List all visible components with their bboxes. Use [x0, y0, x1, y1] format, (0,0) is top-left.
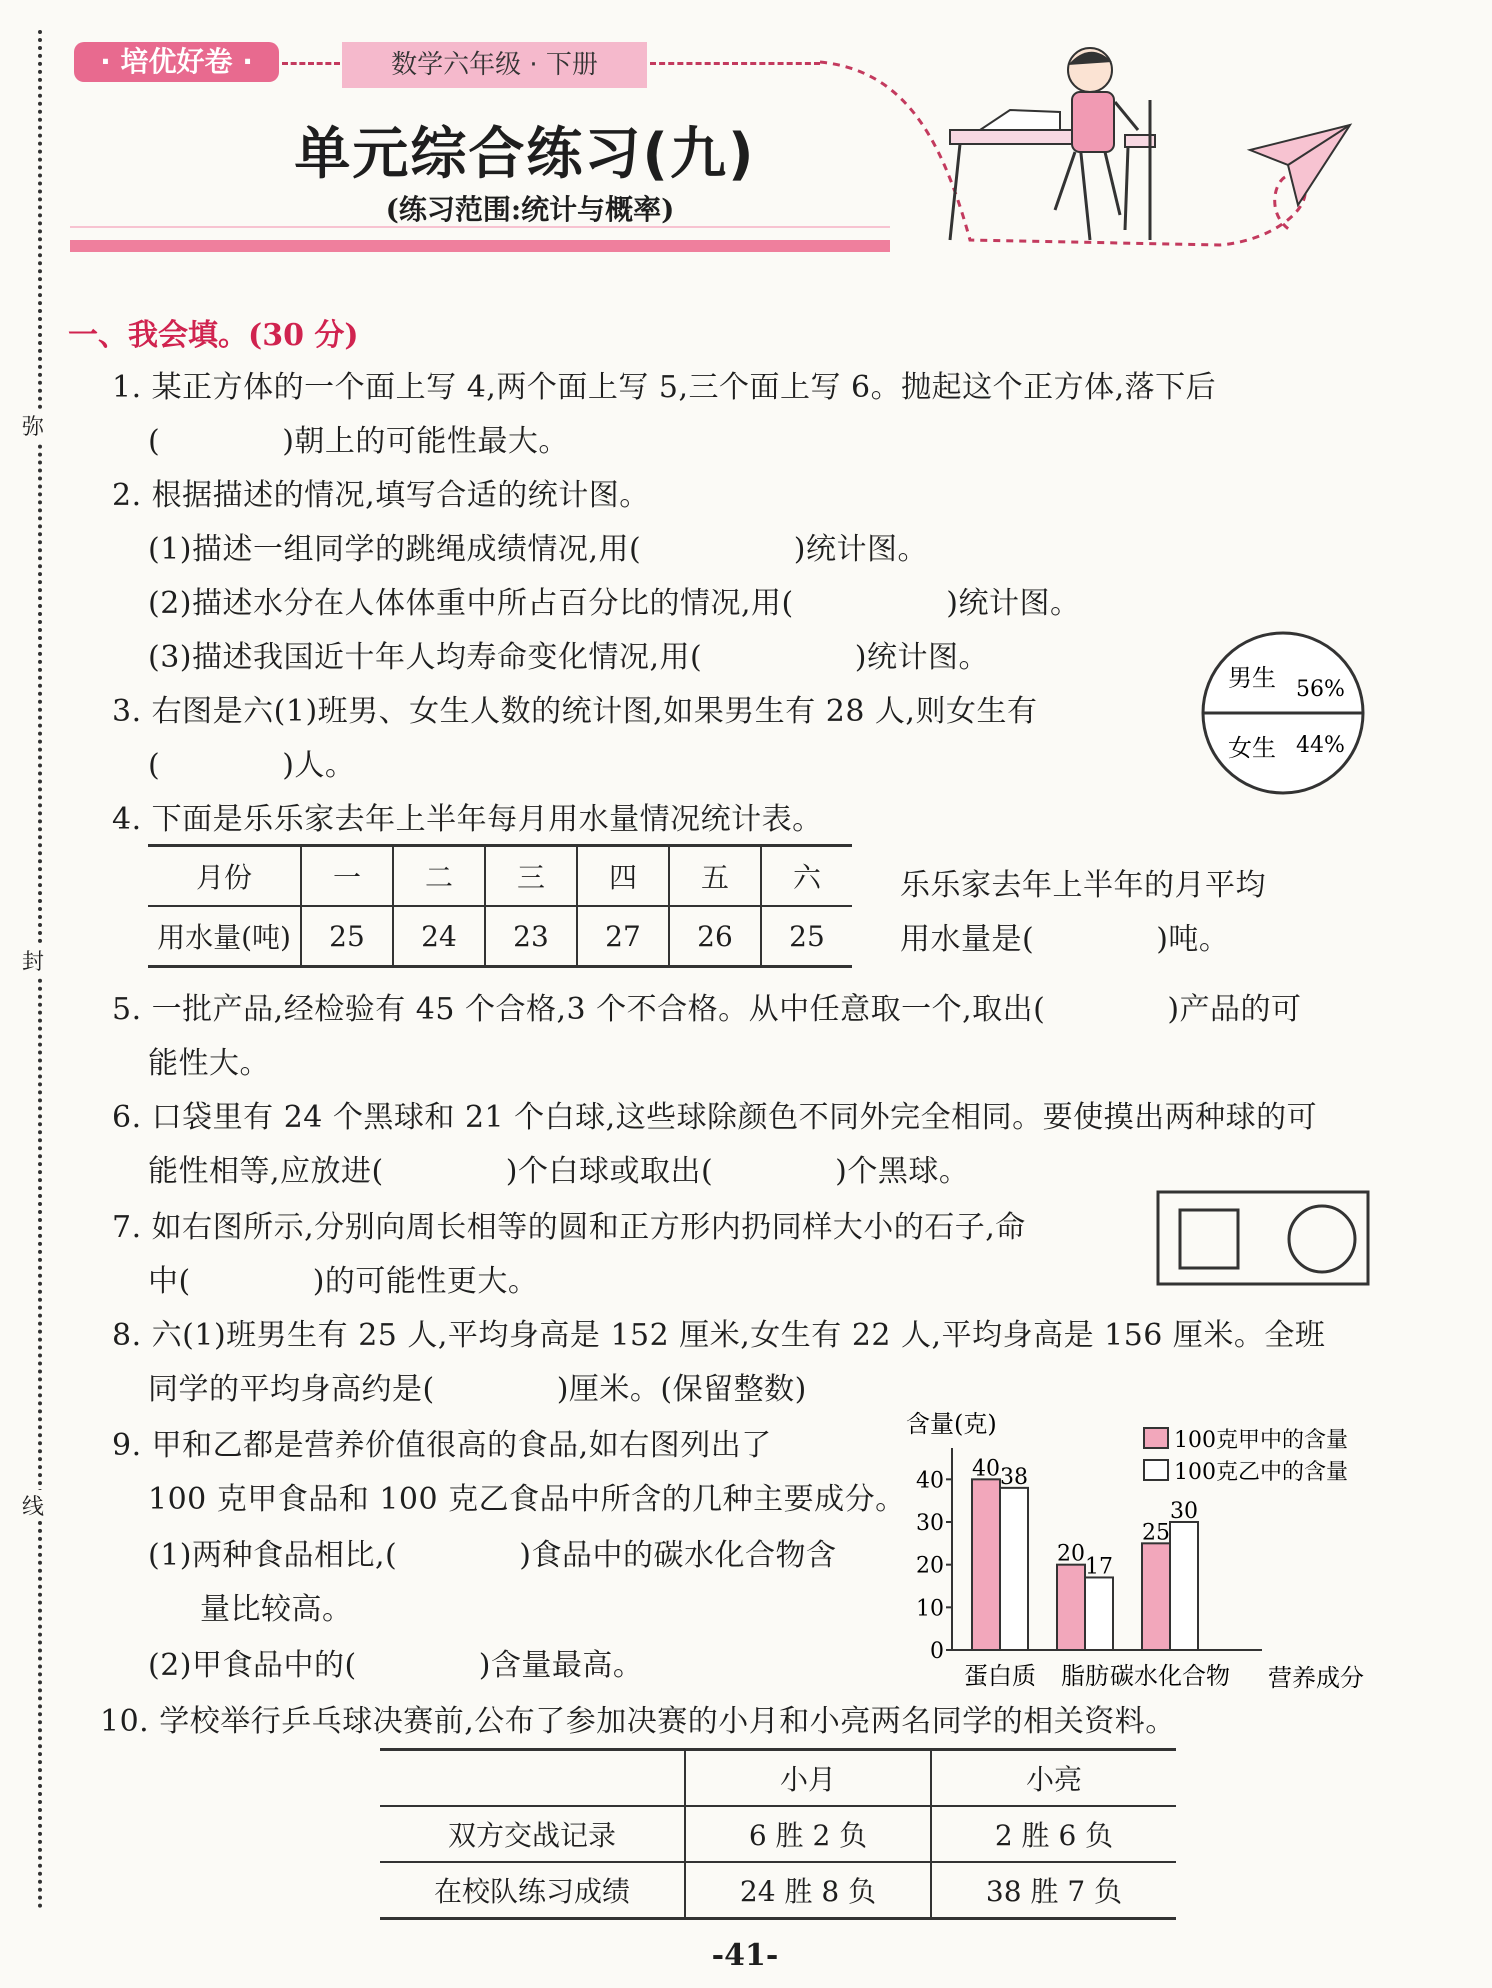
table-cell: 23	[485, 906, 577, 967]
table-row	[148, 846, 852, 907]
chart-bar-value: 20	[1057, 1541, 1085, 1567]
square-shape	[1180, 1210, 1238, 1268]
q5-line-2: 能性大。	[148, 1046, 270, 1081]
chart-bar-value: 40	[972, 1456, 1000, 1482]
chart-legend-swatch	[1144, 1460, 1168, 1480]
series-badge: · 培优好卷 ·	[74, 42, 279, 82]
match-record-table	[380, 1748, 1176, 1920]
table-row	[380, 1806, 1176, 1862]
page-title: 单元综合练习(九)	[294, 122, 756, 187]
chart-legend-label: 100克乙中的含量	[1174, 1460, 1348, 1485]
table-cell: 二	[393, 846, 485, 907]
q3-line-1: 3. 右图是六(1)班男、女生人数的统计图,如果男生有 28 人,则女生有	[112, 694, 1038, 729]
section-heading: 一、我会填。(30 分)	[68, 318, 359, 353]
q9-line-1: 9. 甲和乙都是营养价值很高的食品,如右图列出了	[112, 1428, 772, 1463]
pie-girl-percent: 44%	[1296, 733, 1345, 758]
margin-label-xian: 线	[18, 1490, 48, 1521]
q5-line-1: 5. 一批产品,经检验有 45 个合格,3 个不合格。从中任意取一个,取出( )产品的可	[112, 992, 1302, 1027]
chart-bar	[1142, 1543, 1170, 1650]
header-dash-right	[650, 62, 820, 65]
chart-bar	[1000, 1488, 1028, 1650]
q2-line: 2. 根据描述的情况,填写合适的统计图。	[112, 478, 650, 513]
chart-y-tick-label: 10	[916, 1596, 944, 1622]
chart-xlabel: 营养成分	[1268, 1664, 1364, 1692]
chart-bar	[1057, 1565, 1085, 1650]
q4-side-line-1: 乐乐家去年上半年的月平均	[900, 868, 1266, 903]
table-row	[148, 906, 852, 967]
gender-pie-chart	[1198, 628, 1368, 798]
chart-ylabel: 含量(克)	[906, 1410, 997, 1438]
margin-label-feng: 封	[18, 945, 48, 976]
table-cell: 25	[301, 906, 393, 967]
q9-line-2: 100 克甲食品和 100 克乙食品中所含的几种主要成分。	[148, 1482, 906, 1517]
page-subtitle: (练习范围:统计与概率)	[385, 193, 675, 226]
margin-label-mi: 弥	[18, 410, 48, 441]
chart-bar-value: 38	[1000, 1464, 1028, 1490]
table-cell: 25	[761, 906, 852, 967]
grade-label: 数学六年级 · 下册	[342, 42, 647, 88]
q10-line: 10. 学校举行乒乓球决赛前,公布了参加决赛的小月和小亮两名同学的相关资料。	[100, 1704, 1176, 1739]
table-cell: 六	[761, 846, 852, 907]
q7-line-2: 中( )的可能性更大。	[148, 1264, 539, 1299]
chart-bar-value: 25	[1142, 1520, 1170, 1546]
table-cell: 27	[577, 906, 669, 967]
table-cell: 38 胜 7 负	[931, 1862, 1176, 1919]
q8-line-1: 8. 六(1)班男生有 25 人,平均身高是 152 厘米,女生有 22 人,平均身高是 156 厘米。全班	[112, 1318, 1326, 1353]
chart-category-label: 脂肪	[1061, 1662, 1109, 1690]
q9-sub-2: (2)甲食品中的( )含量最高。	[148, 1648, 644, 1683]
circle-shape	[1289, 1206, 1355, 1272]
q4-line: 4. 下面是乐乐家去年上半年每月用水量情况统计表。	[112, 802, 823, 837]
chart-bar	[1170, 1522, 1198, 1650]
q2-sub-3: (3)描述我国近十年人均寿命变化情况,用( )统计图。	[148, 640, 989, 675]
chart-legend-label: 100克甲中的含量	[1174, 1428, 1348, 1453]
table-cell: 6 胜 2 负	[685, 1806, 931, 1862]
table-cell: 2 胜 6 负	[931, 1806, 1176, 1862]
student-illustration	[820, 40, 1380, 260]
table-cell: 在校队练习成绩	[380, 1862, 685, 1919]
q3-line-2: ( )人。	[148, 748, 356, 783]
table-cell: 双方交战记录	[380, 1806, 685, 1862]
table-row	[380, 1862, 1176, 1919]
q8-line-2: 同学的平均身高约是( )厘米。(保留整数)	[148, 1372, 807, 1407]
chart-bar	[972, 1479, 1000, 1650]
table-cell	[380, 1750, 685, 1807]
water-usage-table	[148, 844, 852, 968]
header-dash-left	[282, 62, 340, 65]
nutrition-bar-chart	[900, 1408, 1390, 1698]
q9-sub-1: (1)两种食品相比,( )食品中的碳水化合物含	[148, 1538, 837, 1573]
q9-sub-1-cont: 量比较高。	[200, 1592, 353, 1627]
table-cell: 小亮	[931, 1750, 1176, 1807]
table-cell: 24	[393, 906, 485, 967]
square-circle-figure	[1156, 1190, 1370, 1286]
table-row	[380, 1750, 1176, 1807]
q2-sub-2: (2)描述水分在人体体重中所占百分比的情况,用( )统计图。	[148, 586, 1081, 621]
chart-legend-swatch	[1144, 1428, 1168, 1448]
table-cell: 用水量(吨)	[157, 921, 291, 954]
pie-boy-label: 男生	[1228, 664, 1276, 692]
title-underline-bar	[70, 240, 890, 252]
q7-line-1: 7. 如右图所示,分别向周长相等的圆和正方形内扔同样大小的石子,命	[112, 1210, 1026, 1245]
chart-y-tick-label: 0	[930, 1639, 944, 1664]
q6-line-1: 6. 口袋里有 24 个黑球和 21 个白球,这些球除颜色不同外完全相同。要使摸出两种球的可	[112, 1100, 1318, 1135]
page-number: -41-	[711, 1938, 779, 1973]
q4-side-line-2: 用水量是( )吨。	[900, 922, 1230, 957]
chart-category-label: 蛋白质	[964, 1662, 1036, 1690]
q2-sub-1: (1)描述一组同学的跳绳成绩情况,用( )统计图。	[148, 532, 928, 567]
pie-girl-label: 女生	[1228, 734, 1276, 762]
chart-bar-value: 30	[1170, 1499, 1198, 1524]
title-underline-thin	[70, 226, 890, 228]
table-cell: 五	[669, 846, 761, 907]
table-cell: 26	[669, 906, 761, 967]
chart-y-tick-label: 40	[916, 1468, 944, 1494]
q6-line-2: 能性相等,应放进( )个白球或取出( )个黑球。	[148, 1154, 970, 1189]
chart-bar	[1085, 1577, 1113, 1650]
chart-y-tick-label: 20	[916, 1553, 944, 1579]
pie-boy-percent: 56%	[1296, 677, 1345, 702]
table-cell: 四	[577, 846, 669, 907]
q1-line-2: ( )朝上的可能性最大。	[148, 424, 569, 459]
q1-line-1: 1. 某正方体的一个面上写 4,两个面上写 5,三个面上写 6。抛起这个正方体,落下后	[112, 370, 1217, 405]
table-cell: 三	[485, 846, 577, 907]
chart-bar-value: 17	[1085, 1554, 1113, 1580]
table-cell: 一	[301, 846, 393, 907]
chart-category-label: 碳水化合物	[1110, 1662, 1230, 1690]
table-cell: 小月	[685, 1750, 931, 1807]
table-cell: 月份	[148, 846, 301, 907]
table-cell: 24 胜 8 负	[685, 1862, 931, 1919]
chart-y-tick-label: 30	[916, 1511, 944, 1536]
